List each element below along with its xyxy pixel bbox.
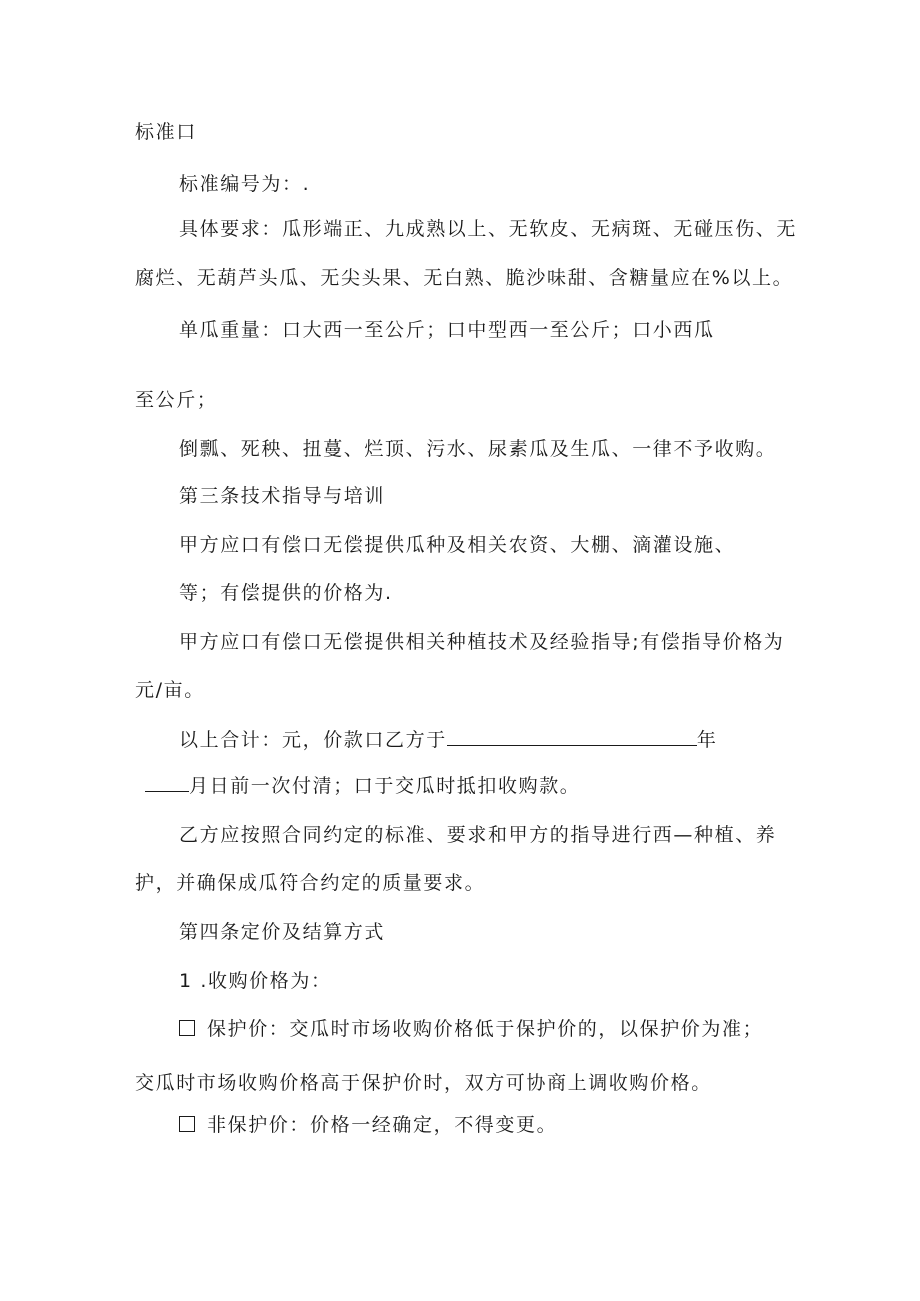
total-payment-line (179, 727, 717, 752)
article-4-heading: 第四条定价及结算方式 (179, 921, 386, 943)
article-3-heading: 第三条技术指导与培训 (179, 485, 386, 507)
guidance-clause-line-1: 甲方应口有偿口无偿提供相关种植技术及经验指导;有偿指导价格为 (179, 631, 785, 653)
rejection-clause: 倒瓢、死秧、扭蔓、烂顶、污水、尿素瓜及生瓜、一律不予收购。 (179, 438, 777, 460)
supplies-clause-line-1: 甲方应口有偿口无偿提供瓜种及相关农资、大棚、滴灌设施、 (179, 534, 736, 556)
purchase-price-heading: 1 .收购价格为： (179, 970, 332, 992)
melon-weight-line: 单瓜重量：口大西一至公斤；口中型西一至公斤；口小西瓜 (179, 319, 715, 341)
protected-price-continued: 交瓜时市场收购价格高于保护价时，双方可协商上调收购价格。 (135, 1072, 712, 1094)
protected-price-text: 保护价：交瓜时市场收购价格低于保护价的，以保护价为准； (207, 1018, 764, 1040)
payment-date-line (145, 773, 580, 798)
guidance-clause-line-2: 元/亩。 (135, 679, 205, 701)
protected-price-option (179, 1017, 763, 1041)
non-protected-price-option (179, 1113, 557, 1137)
specific-requirements-line-2: 腐烂、无葫芦头瓜、无尖头果、无白熟、脆沙味甜、含糖量应在%以上。 (135, 267, 794, 289)
planting-clause-line-1: 乙方应按照合同约定的标准、要求和甲方的指导进行西—种植、养 (179, 824, 777, 846)
year-label: 年 (696, 729, 718, 751)
planting-clause-line-2: 护，并确保成瓜符合约定的质量要求。 (135, 872, 486, 894)
standard-number-line: 标准编号为：. (179, 173, 311, 195)
payment-date-text: 月日前一次付清；口于交瓜时抵扣收购款。 (189, 775, 581, 797)
non-protected-price-checkbox (179, 1116, 195, 1132)
year-blank (447, 727, 697, 746)
month-blank (145, 773, 189, 792)
supplies-clause-line-2: 等；有偿提供的价格为. (179, 582, 393, 604)
non-protected-price-text: 非保护价：价格一经确定，不得变更。 (207, 1114, 558, 1136)
protected-price-checkbox (179, 1020, 195, 1036)
total-payment-text: 以上合计：元，价款口乙方于 (179, 729, 447, 751)
specific-requirements-line-1: 具体要求：瓜形端正、九成熟以上、无软皮、无病斑、无碰压伤、无 (179, 218, 798, 240)
melon-weight-continued: 至公斤； (135, 389, 218, 411)
standard-line: 标准口 (135, 121, 197, 143)
